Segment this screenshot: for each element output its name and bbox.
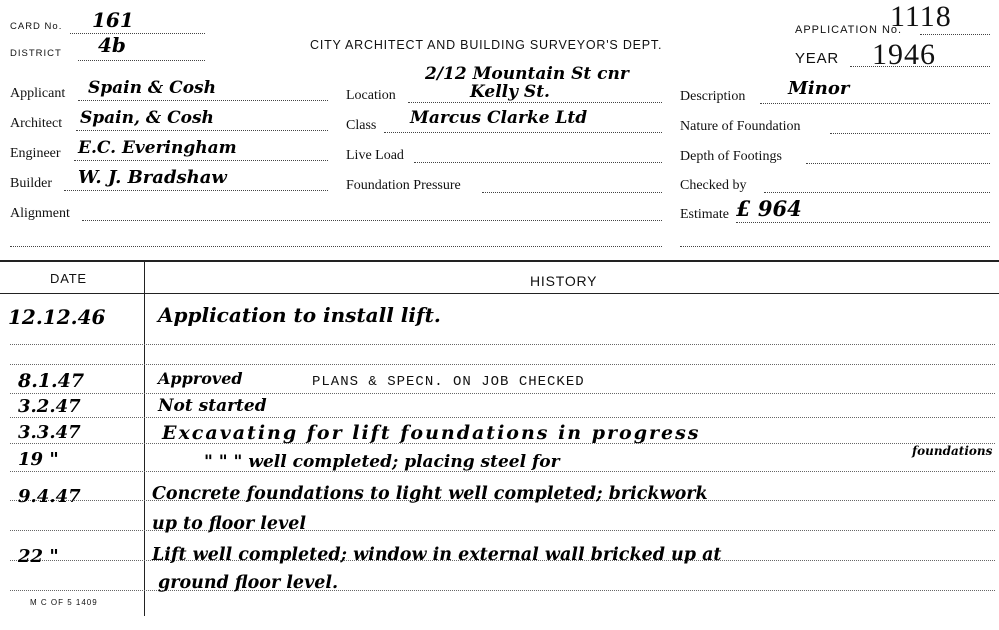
live-load-line: [414, 162, 662, 163]
table-top-rule: [0, 260, 999, 262]
row-history: Concrete foundations to light well completed; brickwork: [152, 484, 708, 504]
location-line: [408, 102, 662, 103]
table-header-rule: [0, 293, 999, 294]
engineer-line: [74, 160, 328, 161]
row-note: foundations: [912, 444, 993, 458]
checked-by-line: [764, 192, 990, 193]
architect-value: Spain, & Cosh: [80, 108, 214, 128]
alignment-line-2: [10, 246, 662, 247]
estimate-line: [736, 222, 990, 223]
description-value: Minor: [788, 78, 850, 99]
foundation-pressure-line: [482, 192, 662, 193]
engineer-label: Engineer: [10, 146, 61, 161]
live-load-label: Live Load: [346, 148, 404, 163]
application-number: 1118: [890, 0, 952, 33]
row-history: " " " well completed; placing steel for: [204, 452, 560, 472]
applicant-label: Applicant: [10, 86, 66, 101]
card-no-label: CARD No.: [10, 21, 63, 32]
department-title: CITY ARCHITECT AND BUILDING SURVEYOR'S DEPT.: [310, 38, 663, 52]
location-value-line1: 2/12 Mountain St cnr: [425, 64, 629, 84]
row-history: Not started: [158, 396, 267, 416]
builder-value: W. J. Bradshaw: [78, 167, 227, 188]
card-no-line: [70, 33, 205, 34]
application-label: APPLICATION No.: [795, 24, 903, 36]
row-history: Lift well completed; window in external wall bricked up at: [152, 545, 722, 565]
district-label: DISTRICT: [10, 48, 62, 59]
row-date: 22 ": [18, 546, 59, 567]
builder-line: [64, 190, 328, 191]
class-line: [384, 132, 662, 133]
applicant-line: [78, 100, 328, 101]
application-line: [920, 34, 990, 35]
nature-of-foundation-line: [830, 133, 990, 134]
row-history: Approved: [158, 369, 243, 388]
estimate-line-2: [680, 246, 990, 247]
checked-by-label: Checked by: [680, 178, 747, 193]
depth-of-footings-label: Depth of Footings: [680, 149, 782, 164]
ruling-line: [10, 344, 995, 345]
history-header: HISTORY: [530, 273, 598, 289]
date-column-divider: [144, 260, 145, 616]
ruling-line: [10, 417, 995, 418]
year-label: YEAR: [795, 50, 840, 67]
year-line: [850, 66, 990, 67]
row-date: 12.12.46: [8, 305, 106, 329]
row-history: Excavating for lift foundations in progress: [162, 422, 701, 444]
row-date: 3.2.47: [18, 396, 81, 417]
ruling-line: [10, 393, 995, 394]
architect-label: Architect: [10, 116, 63, 131]
estimate-value: £ 964: [736, 196, 802, 221]
class-value: Marcus Clarke Ltd: [410, 108, 588, 128]
date-header: DATE: [50, 271, 87, 286]
row-date: 19 ": [18, 449, 59, 470]
description-line: [760, 103, 990, 104]
engineer-value: E.C. Everingham: [78, 138, 237, 158]
row-date: 9.4.47: [18, 486, 81, 507]
class-label: Class: [346, 118, 377, 133]
row-date: 3.3.47: [18, 422, 81, 443]
year-value: 1946: [872, 38, 936, 71]
builder-label: Builder: [10, 176, 52, 191]
depth-of-footings-line: [806, 163, 990, 164]
ruling-line: [10, 364, 995, 365]
district-line: [78, 60, 205, 61]
applicant-value: Spain & Cosh: [88, 78, 216, 98]
district-value: 4b: [98, 33, 126, 57]
card-no-value: 161: [92, 8, 134, 32]
alignment-line: [82, 220, 662, 221]
architect-line: [76, 130, 328, 131]
checked-stamp: PLANS & SPECN. ON JOB CHECKED: [312, 374, 585, 390]
row-date: 8.1.47: [18, 370, 85, 392]
row-history: Application to install lift.: [158, 303, 441, 327]
alignment-label: Alignment: [10, 206, 70, 221]
nature-of-foundation-label: Nature of Foundation: [680, 119, 801, 134]
location-label: Location: [346, 88, 396, 103]
location-value-line2: Kelly St.: [470, 82, 550, 102]
estimate-label: Estimate: [680, 207, 729, 222]
description-label: Description: [680, 89, 746, 104]
row-history: up to floor level: [152, 514, 307, 534]
form-code: M C OF 5 1409: [30, 598, 98, 607]
row-history: ground floor level.: [158, 573, 339, 593]
foundation-pressure-label: Foundation Pressure: [346, 178, 461, 193]
